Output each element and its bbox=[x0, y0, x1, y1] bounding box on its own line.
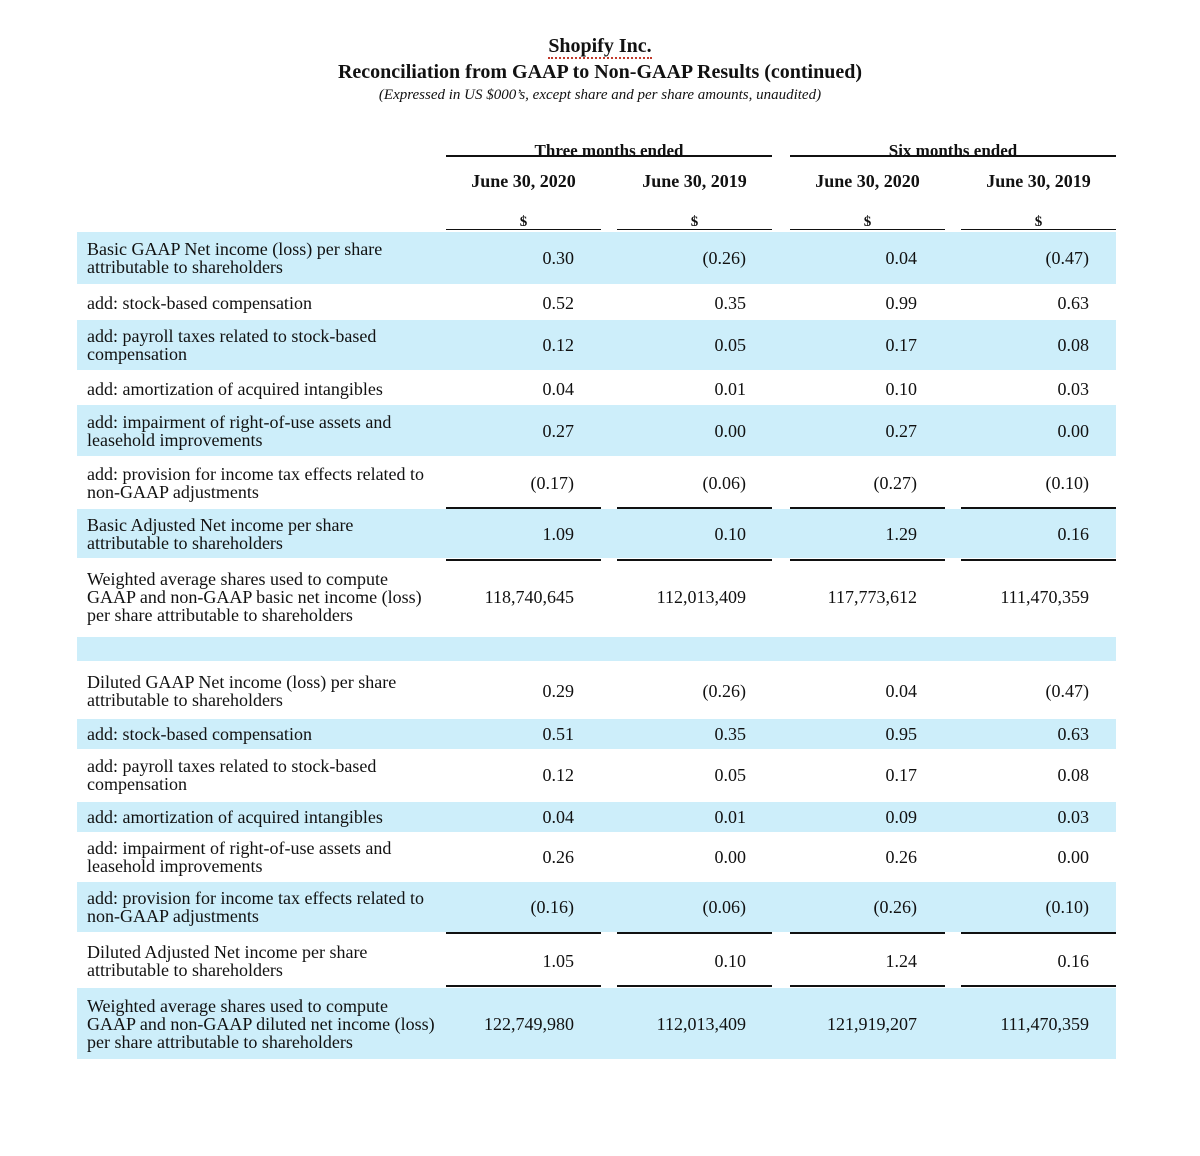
col-header-4: June 30, 2019 bbox=[986, 171, 1091, 191]
cell-value: 117,773,612 bbox=[827, 587, 917, 607]
total-rule bbox=[617, 985, 772, 987]
cell-value: (0.47) bbox=[1045, 248, 1089, 268]
row-label: Diluted Adjusted Net income per share attributable to shareholders bbox=[87, 942, 368, 980]
cell-value: 0.00 bbox=[714, 420, 746, 441]
currency-rule bbox=[961, 229, 1116, 230]
cell-value: 0.01 bbox=[714, 807, 746, 827]
cell-value: (0.17) bbox=[530, 473, 574, 493]
table-row bbox=[77, 320, 1116, 370]
total-rule bbox=[617, 559, 772, 561]
cell-value: (0.26) bbox=[702, 248, 746, 268]
cell-value: (0.26) bbox=[873, 897, 917, 917]
row-label: Weighted average shares used to compute GAAP and non-GAAP basic net income (loss) per share attributable to shareholders bbox=[87, 569, 422, 625]
cell-value: 0.35 bbox=[714, 293, 746, 313]
col-header-2: June 30, 2019 bbox=[642, 171, 747, 191]
cell-value: 1.05 bbox=[542, 951, 574, 971]
row-label: Basic Adjusted Net income per share attributable to shareholders bbox=[87, 514, 354, 553]
total-rule bbox=[790, 985, 945, 987]
cell-value: 0.99 bbox=[885, 293, 917, 313]
cell-value: 111,470,359 bbox=[1000, 587, 1089, 607]
report-title: Reconciliation from GAAP to Non-GAAP Results (continued) bbox=[337, 61, 863, 83]
cell-value: 0.03 bbox=[1057, 378, 1089, 399]
row-label: Diluted GAAP Net income (loss) per share attributable to shareholders bbox=[87, 672, 397, 710]
currency-rule bbox=[446, 229, 601, 230]
row-label: add: impairment of right-of-use assets and leasehold improvements bbox=[87, 411, 392, 450]
cell-value: 0.52 bbox=[542, 293, 574, 313]
table-row bbox=[77, 988, 1116, 1059]
cell-value: 122,749,980 bbox=[484, 1013, 574, 1034]
currency-4: $ bbox=[1034, 214, 1043, 226]
cell-value: 0.26 bbox=[542, 847, 574, 867]
subtotal-rule bbox=[790, 507, 945, 509]
currency-2: $ bbox=[690, 214, 699, 226]
subtotal-rule bbox=[790, 932, 945, 934]
table-row bbox=[77, 832, 1116, 882]
cell-value: 0.05 bbox=[714, 335, 746, 355]
currency-rule bbox=[790, 229, 945, 230]
col-header-1: June 30, 2020 bbox=[471, 171, 576, 191]
table-row bbox=[77, 286, 1116, 320]
table-row bbox=[77, 719, 1116, 749]
cell-value: 0.63 bbox=[1057, 293, 1089, 313]
cell-value: 0.04 bbox=[542, 807, 574, 827]
cell-value: 0.95 bbox=[885, 724, 917, 744]
cell-value: (0.10) bbox=[1045, 473, 1089, 493]
cell-value: (0.06) bbox=[702, 897, 746, 917]
cell-value: (0.16) bbox=[530, 897, 574, 917]
table-row bbox=[77, 405, 1116, 456]
cell-value: 0.10 bbox=[714, 523, 746, 544]
row-label: Basic GAAP Net income (loss) per share attributable to shareholders bbox=[87, 239, 383, 277]
cell-value: (0.27) bbox=[873, 473, 917, 493]
cell-value: 0.27 bbox=[542, 420, 574, 441]
row-label: add: stock-based compensation bbox=[87, 724, 312, 744]
group-three-rule bbox=[446, 155, 772, 157]
cell-value: 0.10 bbox=[885, 378, 917, 399]
cell-value: 0.29 bbox=[542, 681, 574, 701]
table-row bbox=[77, 372, 1116, 405]
cell-value: 0.00 bbox=[1057, 420, 1089, 441]
cell-value: 0.08 bbox=[1057, 335, 1089, 355]
cell-value: (0.06) bbox=[702, 473, 746, 493]
cell-value: 0.16 bbox=[1057, 523, 1089, 544]
cell-value: 0.10 bbox=[714, 951, 746, 971]
cell-value: 0.04 bbox=[885, 248, 917, 268]
table-row bbox=[77, 750, 1116, 800]
cell-value: 0.05 bbox=[714, 765, 746, 785]
table-row bbox=[77, 232, 1116, 284]
subtotal-rule bbox=[961, 507, 1116, 509]
cell-value: 0.30 bbox=[542, 248, 574, 268]
cell-value: 0.51 bbox=[542, 724, 574, 744]
cell-value: 1.24 bbox=[885, 951, 917, 971]
cell-value: (0.10) bbox=[1045, 897, 1089, 917]
total-rule bbox=[446, 559, 601, 561]
cell-value: 0.12 bbox=[542, 765, 574, 785]
cell-value: (0.47) bbox=[1045, 681, 1089, 701]
cell-value: 0.03 bbox=[1057, 807, 1089, 827]
currency-rule bbox=[617, 229, 772, 230]
row-label: add: impairment of right-of-use assets and leasehold improvements bbox=[87, 838, 392, 876]
spacer-row bbox=[77, 637, 1116, 661]
table-row bbox=[77, 802, 1116, 832]
cell-value: 0.08 bbox=[1057, 765, 1089, 785]
total-rule bbox=[961, 985, 1116, 987]
cell-value: 121,919,207 bbox=[827, 1013, 917, 1034]
total-rule bbox=[961, 559, 1116, 561]
cell-value: 1.09 bbox=[542, 523, 574, 544]
company-name bbox=[0, 34, 1200, 58]
cell-value: 112,013,409 bbox=[656, 587, 746, 607]
subtotal-rule bbox=[446, 932, 601, 934]
cell-value: 118,740,645 bbox=[484, 587, 574, 607]
subtotal-rule bbox=[961, 932, 1116, 934]
subtotal-rule bbox=[446, 507, 601, 509]
group-three-months: Three months ended bbox=[534, 141, 684, 155]
cell-value: 0.35 bbox=[714, 724, 746, 744]
cell-value: 0.17 bbox=[885, 335, 917, 355]
cell-value: 0.09 bbox=[885, 807, 917, 827]
row-label: add: provision for income tax effects related to non-GAAP adjustments bbox=[87, 888, 425, 926]
cell-value: 0.27 bbox=[885, 420, 917, 441]
cell-value: 0.63 bbox=[1057, 724, 1089, 744]
col-header-3: June 30, 2020 bbox=[815, 171, 920, 191]
cell-value: 0.00 bbox=[714, 847, 746, 867]
row-label: add: payroll taxes related to stock-based compensation bbox=[87, 326, 377, 364]
row-label: Weighted average shares used to compute GAAP and non-GAAP diluted net income (loss) per share attributable to shareholders bbox=[87, 995, 435, 1052]
table-row bbox=[77, 882, 1116, 932]
cell-value: 0.26 bbox=[885, 847, 917, 867]
cell-value: 0.17 bbox=[885, 765, 917, 785]
cell-value: 0.12 bbox=[542, 335, 574, 355]
cell-value: 111,470,359 bbox=[1000, 1013, 1089, 1034]
table-row bbox=[77, 564, 1116, 630]
currency-1: $ bbox=[519, 214, 528, 226]
table-row bbox=[77, 663, 1116, 719]
cell-value: (0.26) bbox=[702, 681, 746, 701]
row-label: add: stock-based compensation bbox=[87, 293, 312, 313]
row-label: add: amortization of acquired intangibles bbox=[87, 378, 383, 399]
report-subtitle: (Expressed in US $000’s, except share and per share amounts, unaudited) bbox=[378, 87, 822, 103]
subtotal-rule bbox=[617, 507, 772, 509]
row-label: add: amortization of acquired intangibles bbox=[87, 807, 383, 827]
group-six-months: Six months ended bbox=[888, 141, 1018, 155]
table-row-subtotal bbox=[77, 509, 1116, 558]
row-label: add: provision for income tax effects related to non-GAAP adjustments bbox=[87, 464, 425, 502]
cell-value: 1.29 bbox=[885, 523, 917, 544]
row-label: add: payroll taxes related to stock-based compensation bbox=[87, 756, 377, 794]
cell-value: 112,013,409 bbox=[656, 1013, 746, 1034]
group-six-rule bbox=[790, 155, 1116, 157]
cell-value: 0.04 bbox=[885, 681, 917, 701]
cell-value: 0.04 bbox=[542, 378, 574, 399]
total-rule bbox=[446, 985, 601, 987]
table-row bbox=[77, 457, 1116, 509]
cell-value: 0.00 bbox=[1057, 847, 1089, 867]
subtotal-rule bbox=[617, 932, 772, 934]
total-rule bbox=[790, 559, 945, 561]
cell-value: 0.01 bbox=[714, 378, 746, 399]
currency-3: $ bbox=[863, 214, 872, 226]
cell-value: 0.16 bbox=[1057, 951, 1089, 971]
company-name-text: Shopify Inc. bbox=[548, 35, 652, 57]
table-row-subtotal bbox=[77, 936, 1116, 986]
